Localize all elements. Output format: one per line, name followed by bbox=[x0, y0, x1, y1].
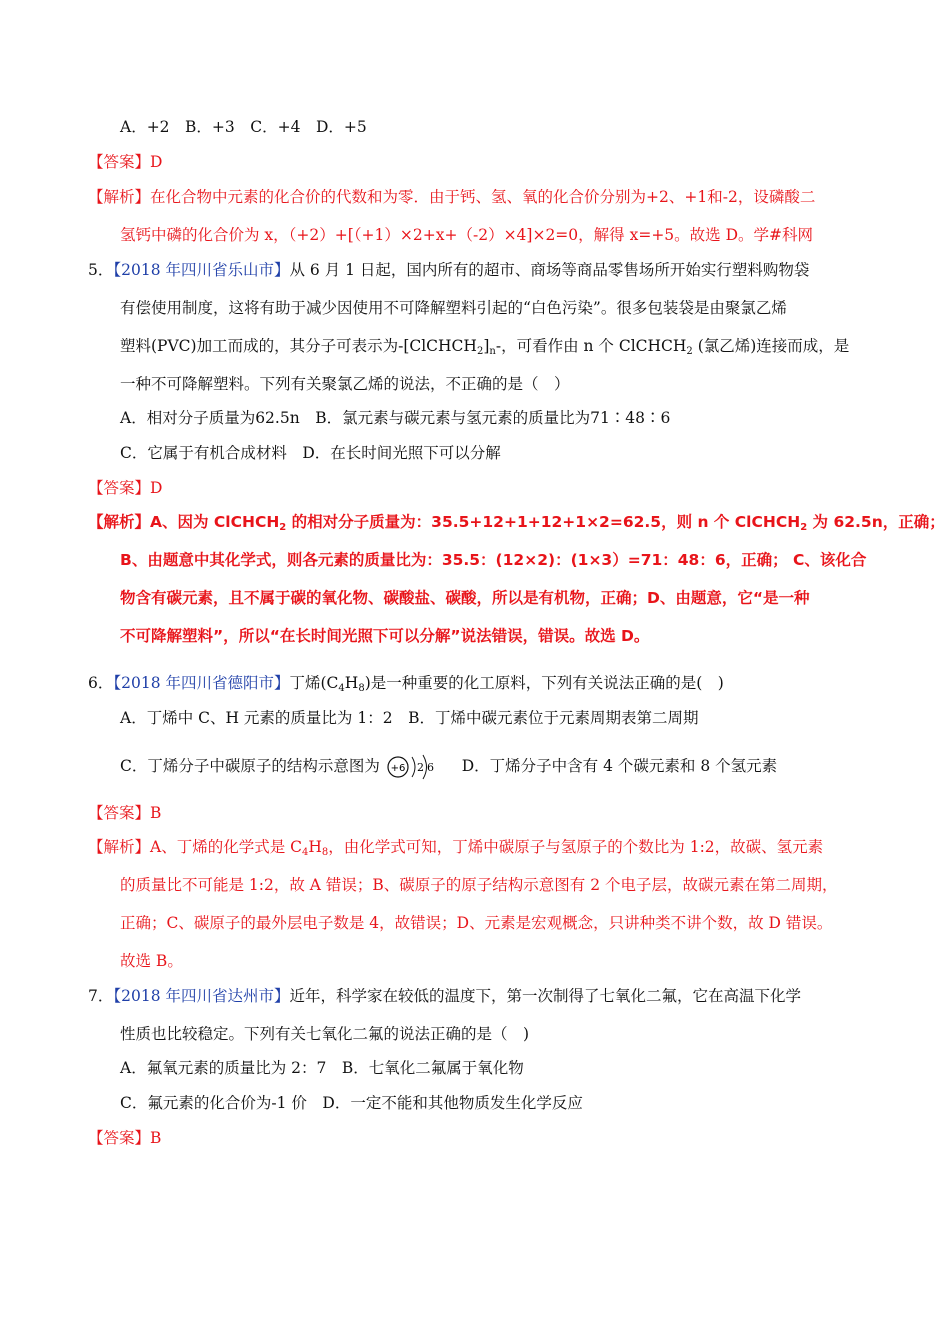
subscript: 2 bbox=[686, 346, 693, 357]
q6-analysis-line-2: 的质量比不可能是 1:2，故 A 错误；B、碳原子的原子结构示意图有 2 个电子层，故碳元素在第二周期， bbox=[120, 876, 838, 894]
answer-tag: 【答案】 bbox=[88, 479, 151, 497]
analysis-text: 的相对分子质量为：35.5+12+1+12+1×2=62.5，则 n 个 ClCHCH bbox=[286, 513, 801, 531]
q5-analysis-line-2: B、由题意中其化学式，则各元素的质量比为：35.5：(12×2)：(1×3）=71：48：6，正确； C、该化合 bbox=[120, 551, 867, 569]
q7-stem-line-1 bbox=[88, 985, 801, 1007]
answer-tag: 【答案】 bbox=[88, 1129, 151, 1147]
atom-nucleus-charge: +6 bbox=[390, 763, 406, 774]
analysis-tag: 【解析】 bbox=[88, 513, 151, 531]
q4-analysis-line-2: 氢钙中磷的化合价为 x，（+2）+[（+1）×2+x+（-2）×4]×2=0，解得 x=+5。故选 D。学#科网 bbox=[120, 226, 814, 244]
analysis-text: 在化合物中元素的化合价的代数和为零．由于钙、氢、氧的化合价分别为+2、+1和-2，设磷酸二 bbox=[150, 188, 816, 206]
option-c-text: C．丁烯分子中碳原子的结构示意图为 bbox=[120, 757, 380, 775]
q4-analysis-line-1 bbox=[88, 186, 815, 208]
q5-analysis-line-4: 不可降解塑料”，所以“在长时间光照下可以分解”说法错误，错误。故选 D。 bbox=[120, 627, 650, 645]
q5-stem-line-3 bbox=[120, 335, 849, 357]
subscript: 2 bbox=[279, 522, 287, 533]
q4-options: A．+2 B．+3 C．+4 D．+5 bbox=[120, 118, 367, 136]
subscript: 8 bbox=[358, 683, 365, 694]
question-number: 6． bbox=[88, 674, 114, 692]
question-number: 5． bbox=[88, 261, 114, 279]
stem-text: H bbox=[344, 674, 359, 692]
stem-text: (氯乙烯)连接而成，是 bbox=[692, 337, 850, 355]
atom-shell-2-electrons: 6 bbox=[426, 761, 434, 774]
analysis-text: 为 62.5n，正确； bbox=[807, 513, 945, 531]
stem-text: -，可看作由 n 个 ClCHCH bbox=[495, 337, 687, 355]
q7-answer bbox=[88, 1127, 161, 1149]
analysis-text: H bbox=[308, 838, 322, 856]
q7-stem-line-2: 性质也比较稳定。下列有关七氧化二氟的说法正确的是（ ) bbox=[120, 1025, 530, 1043]
q5-answer bbox=[88, 477, 162, 499]
q5-analysis-line-3: 物含有碳元素，且不属于碳的氧化物、碳酸盐、碳酸，所以是有机物，正确；D、由题意，它“是一种 bbox=[120, 589, 810, 607]
analysis-tag: 【解析】 bbox=[88, 188, 151, 206]
subscript: 2 bbox=[800, 522, 808, 533]
stem-text: 从 6 月 1 日起，国内所有的超市、商场等商品零售场所开始实行塑料购物袋 bbox=[289, 261, 810, 279]
subscript: 2 bbox=[476, 346, 484, 357]
q6-analysis-line-1 bbox=[88, 836, 823, 858]
analysis-tag: 【解析】 bbox=[88, 838, 151, 856]
subscript: n bbox=[489, 346, 496, 357]
q5-options-cd: C．它属于有机合成材料 D．在长时间光照下可以分解 bbox=[120, 444, 501, 462]
answer-value: D bbox=[150, 153, 163, 171]
q5-stem-line-2: 有偿使用制度，这将有助于减少因使用不可降解塑料引起的“白色污染”。很多包装袋是由聚氯乙烯 bbox=[120, 299, 787, 317]
stem-text: 塑料(PVC)加工而成的，其分子可表示为-[ClCHCH bbox=[120, 337, 477, 355]
question-number: 7． bbox=[88, 987, 114, 1005]
q4-answer bbox=[88, 151, 162, 173]
answer-tag: 【答案】 bbox=[88, 804, 151, 822]
stem-text: 丁烯(C bbox=[289, 674, 339, 692]
q5-analysis-line-1 bbox=[88, 511, 945, 533]
q5-stem-line-4: 一种不可降解塑料。下列有关聚氯乙烯的说法，不正确的是（ ） bbox=[120, 375, 570, 393]
answer-value: D bbox=[150, 479, 163, 497]
stem-text: ] bbox=[483, 337, 490, 355]
q6-analysis-line-3: 正确；C、碳原子的最外层电子数是 4，故错误；D、元素是宏观概念，只讲种类不讲个数，故 D 错误。 bbox=[120, 914, 833, 932]
carbon-atom-diagram bbox=[387, 752, 441, 782]
q5-options-ab: A．相对分子质量为62.5n B．氯元素与碳元素与氢元素的质量比为71∶48∶6 bbox=[120, 409, 671, 427]
atom-shell-arc-1 bbox=[412, 757, 415, 777]
q6-stem bbox=[88, 672, 724, 694]
answer-tag: 【答案】 bbox=[88, 153, 151, 171]
question-source: 【2018 年四川省乐山市】 bbox=[113, 261, 290, 279]
analysis-text: ，由化学式可知，丁烯中碳原子与氢原子的个数比为 1:2，故碳、氢元素 bbox=[328, 838, 824, 856]
q7-options-ab: A．氟氧元素的质量比为 2：7 B．七氧化二氟属于氧化物 bbox=[120, 1059, 524, 1077]
q6-answer bbox=[88, 802, 161, 824]
option-d-text: D．丁烯分子中含有 4 个碳元素和 8 个氢元素 bbox=[461, 757, 778, 775]
answer-value: B bbox=[150, 804, 162, 822]
stem-text: 近年，科学家在较低的温度下，第一次制得了七氧化二氟，它在高温下化学 bbox=[289, 987, 802, 1005]
subscript: 8 bbox=[321, 847, 329, 858]
q7-options-cd: C．氟元素的化合价为-1 价 D．一定不能和其他物质发生化学反应 bbox=[120, 1094, 583, 1112]
answer-value: B bbox=[150, 1129, 162, 1147]
q6-analysis-line-4: 故选 B。 bbox=[120, 952, 183, 970]
subscript: 4 bbox=[338, 683, 345, 694]
question-source: 【2018 年四川省德阳市】 bbox=[113, 674, 290, 692]
q5-stem-line-1 bbox=[88, 259, 809, 281]
stem-text: )是一种重要的化工原料，下列有关说法正确的是( ) bbox=[364, 674, 724, 692]
analysis-text: A、因为 ClCHCH bbox=[150, 513, 280, 531]
question-source: 【2018 年四川省达州市】 bbox=[113, 987, 290, 1005]
q6-options-ab: A．丁烯中 C、H 元素的质量比为 1：2 B．丁烯中碳元素位于元素周期表第二周期 bbox=[120, 709, 699, 727]
analysis-text: A、丁烯的化学式是 C bbox=[150, 838, 302, 856]
subscript: 4 bbox=[302, 847, 309, 858]
atom-shell-1-electrons: 2 bbox=[416, 761, 424, 774]
q6-options-cd bbox=[120, 752, 777, 782]
